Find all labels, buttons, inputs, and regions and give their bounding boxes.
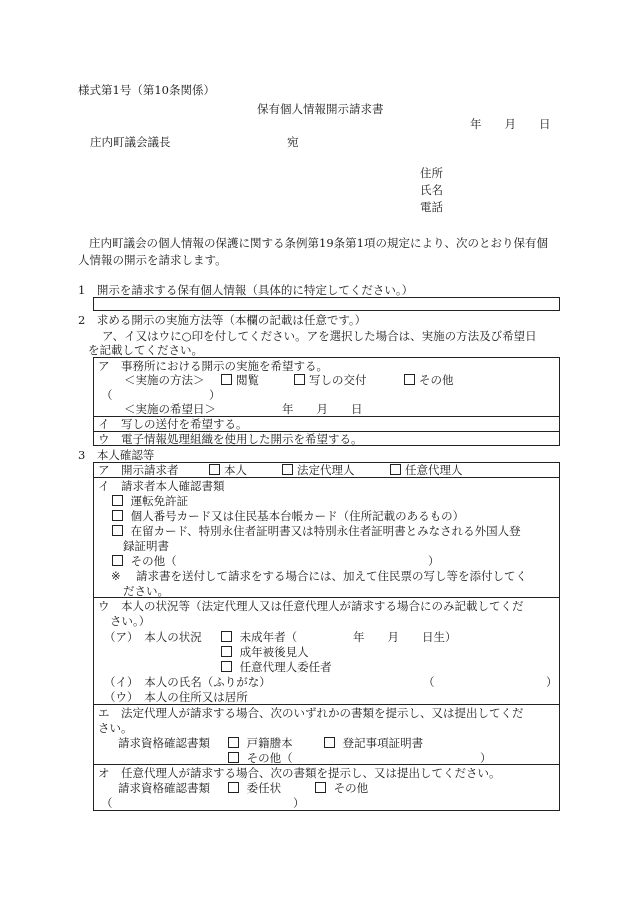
checkbox-view[interactable] xyxy=(221,374,232,385)
checkbox-residence[interactable] xyxy=(112,525,123,536)
section2-note-1: ア、イ又はウに○印を付してください。アを選択した場合は、実施の方法及び希望日 xyxy=(102,329,537,343)
requested-info-field[interactable] xyxy=(93,297,560,311)
checkbox-other[interactable] xyxy=(404,374,415,385)
note-mark: ※ xyxy=(111,569,121,583)
checkbox-poa[interactable] xyxy=(228,782,239,793)
doc-mynumber-label: 個人番号カード又は住民基本台帳カード（住所記載のあるもの） xyxy=(130,509,465,523)
status-minor-label: 未成年者（ xyxy=(239,630,298,644)
voluntary-agent-doc-label: 請求資格確認書類 xyxy=(118,781,210,795)
method-opt-view-label: 閲覧 xyxy=(236,373,259,387)
method-opt-other[interactable] xyxy=(402,373,454,387)
doc-residence-label: 在留カード、特別永住者証明書又は特別永住者証明書とみなされる外国人登 xyxy=(130,524,521,538)
legal-doc-koseki[interactable] xyxy=(226,736,293,750)
requester-self[interactable] xyxy=(207,463,247,477)
applicant-phone-label: 電話 xyxy=(420,200,443,214)
requester-self-label: 本人 xyxy=(224,463,247,477)
legal-doc-registry[interactable] xyxy=(322,736,423,750)
principal-status-heading-2: さい。） xyxy=(110,614,151,628)
checkbox-guardian[interactable] xyxy=(221,646,232,657)
doc-mynumber[interactable] xyxy=(110,509,464,523)
voluntary-agent-heading: オ 任意代理人が請求する場合、次の書類を提示し、又は提出してください。 xyxy=(98,766,501,780)
addressee-suffix: 宛 xyxy=(287,135,299,149)
checkbox-minor[interactable] xyxy=(221,631,232,642)
status-guardian[interactable] xyxy=(219,645,309,659)
requester-voluntary-label: 任意代理人 xyxy=(405,463,463,477)
checkbox-voluntary[interactable] xyxy=(390,464,401,475)
voluntary-paren-close: ） xyxy=(293,796,305,810)
status-proxy[interactable] xyxy=(219,660,332,674)
method-opt-other-label: その他 xyxy=(419,373,454,387)
legal-doc-koseki-label: 戸籍謄本 xyxy=(246,736,293,750)
legal-agent-doc-label: 請求資格確認書類 xyxy=(118,736,210,750)
method-paren-open: （ xyxy=(101,388,113,402)
section2-heading: 2 求める開示の実施方法等（本欄の記載は任意です。） xyxy=(78,313,367,327)
voluntary-doc-poa-label: 委任状 xyxy=(246,781,282,795)
divider xyxy=(93,477,560,478)
doc-license[interactable] xyxy=(110,494,188,508)
checkbox-voluntary-other[interactable] xyxy=(315,782,326,793)
intro-line-1: 庄内町議会の個人情報の保護に関する条例第19条第1項の規定により、次のとおり保有個 xyxy=(89,236,548,250)
divider xyxy=(93,704,560,705)
voluntary-doc-other-label: その他 xyxy=(333,781,369,795)
intro-line-2: 人情報の開示を請求します。 xyxy=(78,253,227,267)
date-label: ＜実施の希望日＞ xyxy=(124,402,216,416)
checkbox-license[interactable] xyxy=(112,495,123,506)
principal-status-label: （ア） 本人の状況 xyxy=(104,630,202,644)
requester-label: ア 開示請求者 xyxy=(98,463,179,477)
doc-residence-cont: 録証明書 xyxy=(123,539,169,553)
doc-other[interactable] xyxy=(110,554,177,568)
option-a-office: ア 事務所における開示の実施を希望する。 xyxy=(98,359,328,373)
desired-date[interactable]: 年 月 日 xyxy=(282,402,363,416)
doc-license-label: 運転免許証 xyxy=(130,494,189,508)
section2-note-2: を記載してください。 xyxy=(88,343,203,357)
requester-voluntary[interactable] xyxy=(388,463,463,477)
checkbox-self[interactable] xyxy=(209,464,220,475)
checkbox-mynumber[interactable] xyxy=(112,510,123,521)
legal-doc-other-close: ） xyxy=(480,751,492,765)
checkbox-legal[interactable] xyxy=(282,464,293,475)
applicant-name-label: 氏名 xyxy=(420,183,443,197)
voluntary-doc-other[interactable] xyxy=(313,781,368,795)
principal-name-close: ） xyxy=(546,675,558,689)
legal-agent-heading-2: さい。 xyxy=(98,721,133,735)
legal-doc-other[interactable] xyxy=(226,751,293,765)
checkbox-koseki[interactable] xyxy=(228,737,239,748)
section1-heading: 1 開示を請求する保有個人情報（具体的に特定してください。） xyxy=(78,283,414,297)
applicant-address-label: 住所 xyxy=(420,166,443,180)
doc-residence[interactable] xyxy=(110,524,521,538)
mail-note-1: 請求書を送付して請求をする場合には、加えて住民票の写し等を添付してく xyxy=(136,569,527,583)
requester-legal[interactable] xyxy=(280,463,355,477)
checkbox-doc-other[interactable] xyxy=(112,555,123,566)
method-opt-copy[interactable] xyxy=(292,373,367,387)
voluntary-doc-poa[interactable] xyxy=(226,781,281,795)
minor-birthdate[interactable]: 年 月 日生） xyxy=(353,630,457,644)
legal-doc-other-label: その他（ xyxy=(246,751,293,765)
checkbox-proxy[interactable] xyxy=(221,661,232,672)
checkbox-legal-other[interactable] xyxy=(228,752,239,763)
status-minor[interactable] xyxy=(219,630,297,644)
option-i-mail: イ 写しの送付を希望する。 xyxy=(98,417,248,431)
principal-address-label: （ウ） 本人の住所又は居所 xyxy=(104,690,248,704)
form-number: 様式第1号（第10条関係） xyxy=(78,83,215,97)
legal-doc-registry-label: 登記事項証明書 xyxy=(342,736,424,750)
principal-name-label: （イ） 本人の氏名（ふりがな） xyxy=(104,675,271,689)
doc-other-close: ） xyxy=(428,554,440,568)
status-proxy-label: 任意代理人委任者 xyxy=(239,660,332,674)
mail-note-2: ださい。 xyxy=(123,584,169,598)
page-title: 保有個人情報開示請求書 xyxy=(257,102,384,116)
principal-name-open: （ xyxy=(423,675,435,689)
voluntary-paren-open: （ xyxy=(101,796,113,810)
method-opt-copy-label: 写しの交付 xyxy=(309,373,367,387)
legal-agent-heading-1: エ 法定代理人が請求する場合、次のいずれかの書類を提示し、又は提出してくだ xyxy=(98,706,524,720)
section3-heading: 3 本人確認等 xyxy=(78,448,155,462)
date-line: 年 月 日 xyxy=(470,117,551,131)
method-opt-view[interactable] xyxy=(219,373,259,387)
option-u-electronic: ウ 電子情報処理組織を使用した開示を希望する。 xyxy=(98,432,363,446)
method-paren-close: ） xyxy=(209,388,221,402)
requester-legal-label: 法定代理人 xyxy=(297,463,355,477)
principal-status-heading-1: ウ 本人の状況等（法定代理人又は任意代理人が請求する場合にのみ記載してくだ xyxy=(98,599,524,613)
method-label: ＜実施の方法＞ xyxy=(124,373,205,387)
checkbox-registry[interactable] xyxy=(324,737,335,748)
status-guardian-label: 成年被後見人 xyxy=(239,645,309,659)
doc-other-label: その他（ xyxy=(130,554,177,568)
checkbox-copy[interactable] xyxy=(294,374,305,385)
id-docs-heading: イ 請求者本人確認書類 xyxy=(98,479,225,493)
addressee-name: 庄内町議会議長 xyxy=(90,135,171,149)
